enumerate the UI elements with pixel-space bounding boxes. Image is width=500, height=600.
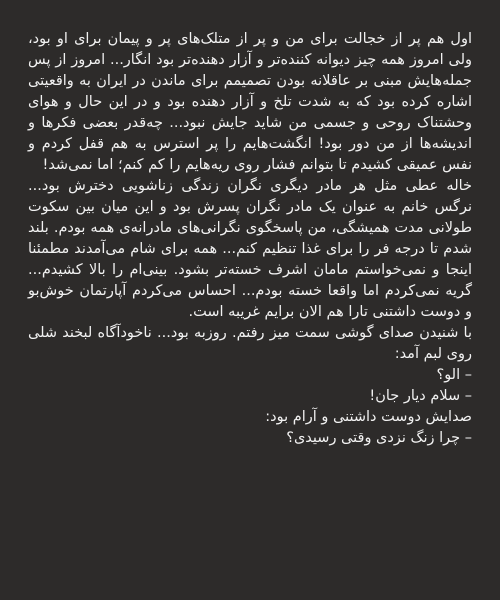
dialogue-line-1: – الو؟: [436, 367, 472, 383]
dialogue-line-3: – چرا زنگ نزدی وقتی رسیدی؟: [286, 430, 472, 446]
paragraph-4: صدایش دوست داشتنی و آرام بود:: [265, 409, 472, 425]
story-text: [28, 29, 472, 600]
paragraph-2: خاله عطی مثل هر مادر دیگری نگران زندگی زناشویی دخترش بود... نرگس خانم به عنوان یک مادر نگران پسرش بود و این میان بین سکوت طولانی مدت همیشگی، من پاسخگوی نگرانی‌های مادرانه‌ی همه بودم. بلند شدم تا درجه فر را برای غذا تنظیم کنم... همه برای شام می‌آمدند مطمئنا اینجا و نمی‌خواستم مامان اشرف خسته‌تر بشود. بینی‌ام را بالا کشیدم... گریه نمی‌کردم اما واقعا خسته بودم... احساس می‌کردم آپارتمان خوش‌بو و دوست داشتنی تارا هم الان برایم غریبه است.: [28, 178, 472, 320]
dialogue-line-2: – سلام دیار جان!: [369, 388, 472, 404]
paragraph-1: اول هم پر از خجالت برای من و پر از متلک‌های پر و پیمان برای او بود، ولی امروز همه چیز دیوانه کننده‌تر و آزار دهنده‌تر بود انگار... امروز از پس جمله‌هایش مبنی بر عاقلانه بودن تصمیمم برای ماندن در ایران به واقعیتی اشاره کرده بود که به شدت تلخ و آزار دهنده بود و در این حال و هوای وحشتناک روحی و جسمی من شاید جایش نبود... چه‌قدر بعضی فکرها و اندیشه‌ها از من دور بود! انگشت‌هایم را پر استرس به هم قفل کردم و نفس عمیقی کشیدم تا بتوانم فشار روی ریه‌هایم را کم کنم؛ اما نمی‌شد!: [28, 31, 472, 173]
paragraph-3: با شنیدن صدای گوشی سمت میز رفتم. روزبه بود... ناخودآگاه لبخند شلی روی لبم آمد:: [28, 325, 472, 362]
